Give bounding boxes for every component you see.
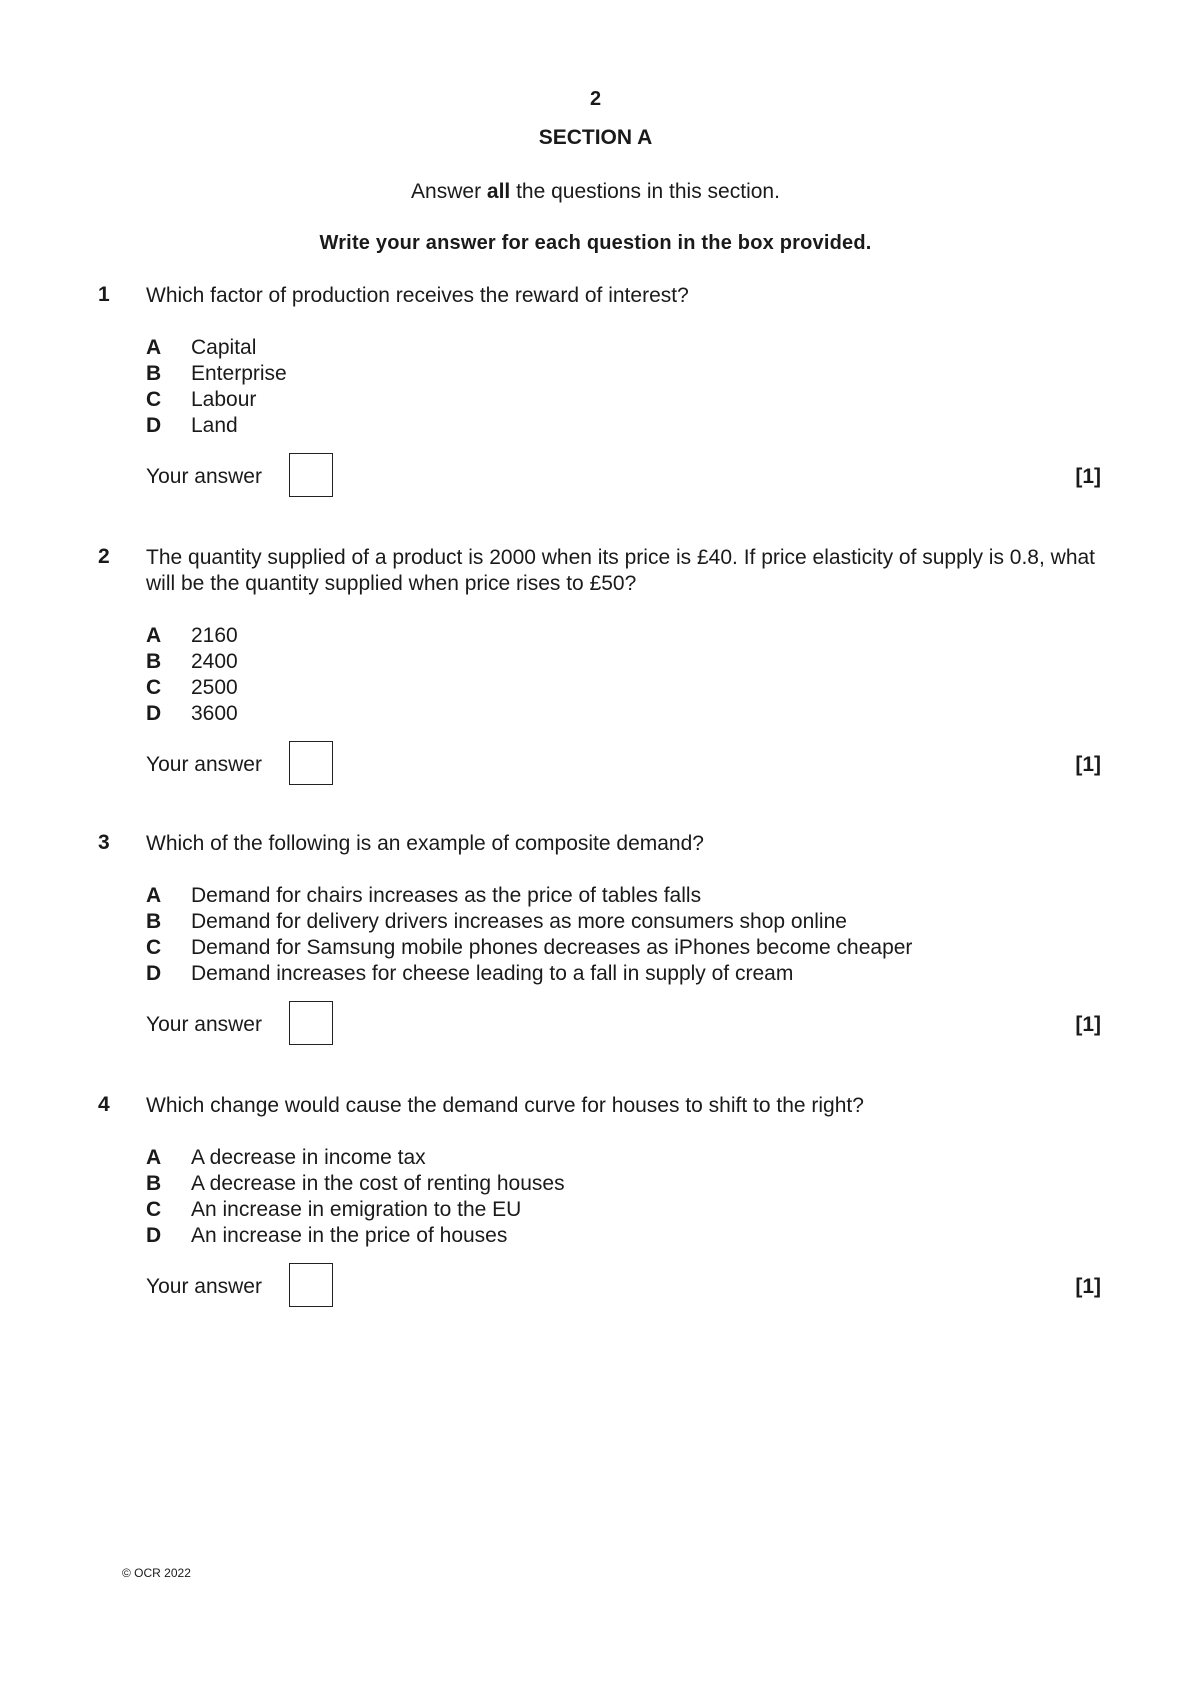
option-letter: C xyxy=(146,388,162,411)
question-number: 2 xyxy=(98,545,110,568)
answer-label: Your answer xyxy=(146,465,262,488)
option-letter: D xyxy=(146,414,162,437)
answer-label: Your answer xyxy=(146,1275,262,1298)
option-letter: C xyxy=(146,936,162,959)
answer-row xyxy=(146,1001,1101,1049)
instruction-pre: Answer xyxy=(411,180,487,203)
section-title: SECTION A xyxy=(538,126,653,149)
question-text: Which factor of production receives the reward of interest? xyxy=(146,284,689,307)
option-letter: A xyxy=(146,336,162,359)
option-text: Demand increases for cheese leading to a fall in supply of cream xyxy=(191,962,794,985)
question-text: The quantity supplied of a product is 2000 when its price is £40. If price elasticity of supply is 0.8, what will be the quantity supplied when price rises to £50? xyxy=(146,546,1096,595)
option-text: Demand for chairs increases as the price of tables falls xyxy=(191,884,702,907)
option-text: Demand for Samsung mobile phones decreases as iPhones become cheaper xyxy=(191,936,913,959)
instruction xyxy=(0,180,1191,204)
option-text: Demand for delivery drivers increases as more consumers shop online xyxy=(191,910,847,933)
answer-label: Your answer xyxy=(146,753,262,776)
option-text: 2500 xyxy=(191,676,238,699)
option-letter: A xyxy=(146,884,162,907)
marks-label: [1] xyxy=(1075,1275,1101,1298)
option-text: 2160 xyxy=(191,624,238,647)
instruction-answer-box: Write your answer for each question in the box provided. xyxy=(319,232,872,254)
option-letter: C xyxy=(146,1198,162,1221)
page-number: 2 xyxy=(589,88,602,110)
instruction-bold-word: all xyxy=(486,180,511,203)
option-letter: D xyxy=(146,962,162,985)
answer-row xyxy=(146,453,1101,501)
answer-box[interactable] xyxy=(289,741,333,785)
option-text: Labour xyxy=(191,388,257,411)
option-text: Land xyxy=(191,414,238,437)
option-text: An increase in emigration to the EU xyxy=(191,1198,522,1221)
option-letter: D xyxy=(146,702,162,725)
option-text: An increase in the price of houses xyxy=(191,1224,508,1247)
answer-box[interactable] xyxy=(289,1263,333,1307)
answer-row xyxy=(146,1263,1101,1311)
option-letter: A xyxy=(146,624,162,647)
option-text: Capital xyxy=(191,336,257,359)
marks-label: [1] xyxy=(1075,1013,1101,1036)
copyright-footer: © OCR 2022 xyxy=(122,1566,191,1580)
option-letter: C xyxy=(146,676,162,699)
question-number: 4 xyxy=(98,1093,110,1116)
answer-box[interactable] xyxy=(289,1001,333,1045)
option-text: 3600 xyxy=(191,702,238,725)
marks-label: [1] xyxy=(1075,465,1101,488)
answer-label: Your answer xyxy=(146,1013,262,1036)
option-text: Enterprise xyxy=(191,362,287,385)
option-letter: D xyxy=(146,1224,162,1247)
question-text: Which change would cause the demand curve for houses to shift to the right? xyxy=(146,1094,864,1117)
instruction-post: the questions in this section. xyxy=(510,180,780,203)
marks-label: [1] xyxy=(1075,753,1101,776)
option-text: 2400 xyxy=(191,650,238,673)
question-number: 1 xyxy=(98,283,110,306)
answer-box[interactable] xyxy=(289,453,333,497)
question-number: 3 xyxy=(98,831,110,854)
option-text: A decrease in income tax xyxy=(191,1146,426,1169)
option-letter: B xyxy=(146,650,162,673)
option-letter: B xyxy=(146,910,162,933)
option-letter: B xyxy=(146,1172,162,1195)
question-text: Which of the following is an example of composite demand? xyxy=(146,832,704,855)
option-letter: A xyxy=(146,1146,162,1169)
option-letter: B xyxy=(146,362,162,385)
option-text: A decrease in the cost of renting houses xyxy=(191,1172,565,1195)
answer-row xyxy=(146,741,1101,789)
